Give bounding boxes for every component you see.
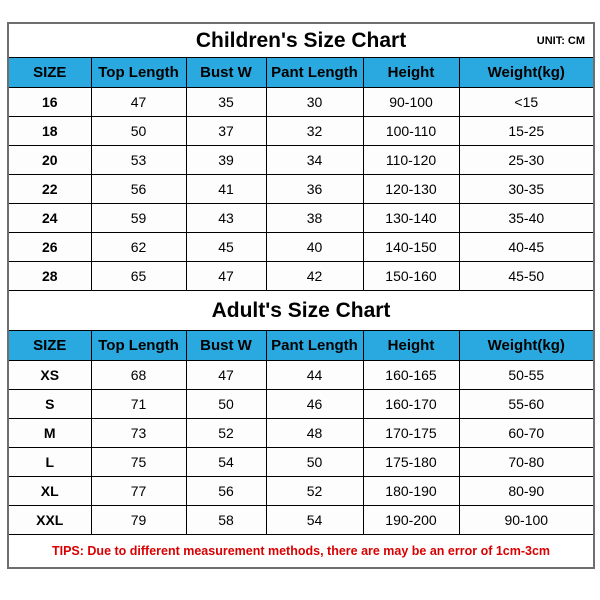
value-cell: 56 — [91, 175, 186, 204]
value-cell: 25-30 — [459, 146, 594, 175]
column-header: Height — [363, 58, 459, 88]
value-cell: 170-175 — [363, 419, 459, 448]
tips-text: TIPS: Due to different measurement methods, there are may be an error of 1cm-3cm — [51, 544, 551, 558]
adult-chart-title-wrap — [9, 299, 593, 323]
value-cell: 35 — [186, 88, 266, 117]
column-header: Top Length — [91, 58, 186, 88]
value-cell: 52 — [266, 477, 363, 506]
children-chart-title-row — [8, 23, 594, 58]
adult-header-row — [8, 331, 594, 361]
value-cell: 15-25 — [459, 117, 594, 146]
value-cell: 120-130 — [363, 175, 459, 204]
value-cell: 68 — [91, 361, 186, 390]
children-chart-title-wrap — [9, 29, 593, 53]
size-cell: 24 — [8, 204, 91, 233]
table-row — [8, 506, 594, 535]
table-row — [8, 448, 594, 477]
value-cell: 77 — [91, 477, 186, 506]
value-cell: 35-40 — [459, 204, 594, 233]
table-row — [8, 233, 594, 262]
value-cell: 150-160 — [363, 262, 459, 291]
size-cell: 20 — [8, 146, 91, 175]
value-cell: 45-50 — [459, 262, 594, 291]
value-cell: 37 — [186, 117, 266, 146]
table-row — [8, 175, 594, 204]
column-header: Weight(kg) — [459, 58, 594, 88]
value-cell: 90-100 — [459, 506, 594, 535]
value-cell: 53 — [91, 146, 186, 175]
value-cell: 43 — [186, 204, 266, 233]
value-cell: 44 — [266, 361, 363, 390]
value-cell: 30-35 — [459, 175, 594, 204]
size-cell: 22 — [8, 175, 91, 204]
value-cell: 50 — [266, 448, 363, 477]
value-cell: 70-80 — [459, 448, 594, 477]
value-cell: 160-165 — [363, 361, 459, 390]
value-cell: 36 — [266, 175, 363, 204]
size-cell: 16 — [8, 88, 91, 117]
value-cell: 59 — [91, 204, 186, 233]
value-cell: 140-150 — [363, 233, 459, 262]
value-cell: 34 — [266, 146, 363, 175]
children-header-row — [8, 58, 594, 88]
value-cell: 46 — [266, 390, 363, 419]
value-cell: 47 — [186, 262, 266, 291]
adult-chart-title: Adult's Size Chart — [211, 298, 391, 322]
value-cell: 110-120 — [363, 146, 459, 175]
value-cell: 48 — [266, 419, 363, 448]
value-cell: 75 — [91, 448, 186, 477]
table-row — [8, 477, 594, 506]
column-header: Bust W — [186, 331, 266, 361]
value-cell: 58 — [186, 506, 266, 535]
value-cell: 47 — [91, 88, 186, 117]
size-cell: 28 — [8, 262, 91, 291]
value-cell: 60-70 — [459, 419, 594, 448]
column-header: Top Length — [91, 331, 186, 361]
value-cell: 160-170 — [363, 390, 459, 419]
value-cell: 130-140 — [363, 204, 459, 233]
value-cell: 71 — [91, 390, 186, 419]
value-cell: 45 — [186, 233, 266, 262]
unit-label: UNIT: CM — [536, 34, 586, 47]
size-cell: XL — [8, 477, 91, 506]
value-cell: 47 — [186, 361, 266, 390]
value-cell: 50 — [91, 117, 186, 146]
column-header: Weight(kg) — [459, 331, 594, 361]
adult-chart-title-cell — [8, 291, 594, 331]
value-cell: 100-110 — [363, 117, 459, 146]
value-cell: 175-180 — [363, 448, 459, 477]
value-cell: 54 — [266, 506, 363, 535]
adult-chart-title-row — [8, 291, 594, 331]
column-header: Bust W — [186, 58, 266, 88]
size-cell: L — [8, 448, 91, 477]
column-header: SIZE — [8, 331, 91, 361]
children-chart-title-cell — [8, 23, 594, 58]
column-header: Height — [363, 331, 459, 361]
value-cell: 73 — [91, 419, 186, 448]
value-cell: 79 — [91, 506, 186, 535]
value-cell: 80-90 — [459, 477, 594, 506]
table-row — [8, 262, 594, 291]
size-cell: XXL — [8, 506, 91, 535]
value-cell: 40-45 — [459, 233, 594, 262]
table-row — [8, 88, 594, 117]
value-cell: 55-60 — [459, 390, 594, 419]
value-cell: 42 — [266, 262, 363, 291]
column-header: Pant Length — [266, 58, 363, 88]
value-cell: 41 — [186, 175, 266, 204]
value-cell: 52 — [186, 419, 266, 448]
tips-row — [8, 535, 594, 569]
value-cell: 56 — [186, 477, 266, 506]
value-cell: <15 — [459, 88, 594, 117]
value-cell: 32 — [266, 117, 363, 146]
table-row — [8, 204, 594, 233]
tips-cell — [8, 535, 594, 569]
value-cell: 50 — [186, 390, 266, 419]
value-cell: 38 — [266, 204, 363, 233]
table-row — [8, 361, 594, 390]
size-cell: M — [8, 419, 91, 448]
value-cell: 180-190 — [363, 477, 459, 506]
value-cell: 190-200 — [363, 506, 459, 535]
column-header: Pant Length — [266, 331, 363, 361]
column-header: SIZE — [8, 58, 91, 88]
size-cell: 26 — [8, 233, 91, 262]
size-chart-table — [7, 22, 595, 569]
value-cell: 50-55 — [459, 361, 594, 390]
table-row — [8, 419, 594, 448]
size-cell: 18 — [8, 117, 91, 146]
value-cell: 54 — [186, 448, 266, 477]
table-row — [8, 146, 594, 175]
value-cell: 39 — [186, 146, 266, 175]
table-row — [8, 390, 594, 419]
value-cell: 40 — [266, 233, 363, 262]
value-cell: 90-100 — [363, 88, 459, 117]
size-cell: XS — [8, 361, 91, 390]
value-cell: 62 — [91, 233, 186, 262]
size-cell: S — [8, 390, 91, 419]
table-row — [8, 117, 594, 146]
value-cell: 30 — [266, 88, 363, 117]
value-cell: 65 — [91, 262, 186, 291]
children-chart-title: Children's Size Chart — [195, 28, 407, 52]
